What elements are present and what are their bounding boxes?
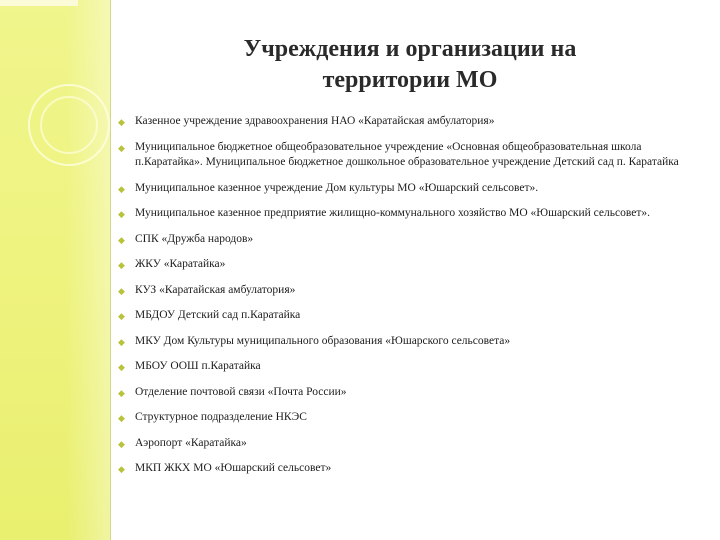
decorative-circle-inner (40, 96, 98, 154)
list-item-text: МКП ЖКХ МО «Юшарский сельсовет» (135, 462, 332, 474)
list-item (118, 410, 708, 426)
list-item-text: КУЗ «Каратайская амбулатория» (135, 283, 296, 296)
list-item-text: Муниципальное бюджетное общеобразовательное учреждение «Основная общеобразовательная школа п.Каратайка». Муниципальное бюджетное дошкольное образовательное учреждение Детский сад п. Каратайка (135, 140, 679, 168)
list-item-text: Муниципальное казенное предприятие жилищно-коммунального хозяйство МО «Юшарский сельсовет». (135, 207, 650, 219)
panel-edge-gradient (66, 0, 110, 540)
list-item (118, 206, 708, 222)
slide-title (150, 34, 670, 96)
list-item (118, 257, 708, 273)
list-item-text: СПК «Дружба народов» (135, 232, 254, 245)
list-item (118, 436, 708, 452)
list-item (118, 114, 708, 130)
slide-title-line-2: территории МО (322, 67, 498, 93)
slide-title-line-1: Учреждения и организации на (243, 36, 577, 62)
list-item-text: Казенное учреждение здравоохранения НАО «Каратайская амбулатория» (135, 115, 495, 127)
list-item (118, 232, 708, 248)
list-item (118, 334, 708, 350)
list-item-text: МБДОУ Детский сад п.Каратайка (135, 309, 301, 321)
list-item (118, 359, 708, 375)
list-item-text: Аэропорт «Каратайка» (135, 436, 247, 449)
list-item (118, 181, 708, 197)
list-item (118, 308, 708, 324)
bullet-icon: ◆ (118, 311, 125, 321)
bullet-icon: ◆ (118, 336, 125, 347)
list-item-text: МКУ Дом Культуры муниципального образования «Юшарского сельсовета» (135, 334, 511, 347)
bullet-icon: ◆ (118, 413, 125, 423)
bullet-icon: ◆ (118, 209, 125, 219)
left-decorative-panel (0, 0, 110, 540)
list-item-text: Отделение почтовой связи «Почта России» (135, 385, 347, 398)
list-item-text: ЖКУ «Каратайка» (135, 258, 226, 270)
bullet-icon: ◆ (118, 464, 125, 474)
bullet-icon: ◆ (118, 183, 125, 194)
bullet-icon: ◆ (118, 285, 125, 296)
list-item (118, 283, 708, 299)
bullet-icon: ◆ (118, 438, 125, 449)
bullet-icon: ◆ (118, 387, 125, 398)
bullet-icon: ◆ (118, 260, 125, 270)
list-item (118, 140, 708, 171)
bullet-icon: ◆ (118, 234, 125, 245)
bullet-icon: ◆ (118, 142, 125, 153)
list-item-text: Структурное подразделение НКЭС (135, 411, 307, 423)
list-item (118, 385, 708, 401)
list-item-text: Муниципальное казенное учреждение Дом культуры МО «Юшарский сельсовет». (135, 181, 539, 194)
list-item-text: МБОУ ООШ п.Каратайка (135, 360, 261, 372)
list-item (118, 461, 708, 477)
bullet-icon: ◆ (118, 117, 125, 127)
panel-divider (110, 0, 111, 540)
bullet-icon: ◆ (118, 362, 125, 372)
organizations-list (118, 114, 708, 477)
